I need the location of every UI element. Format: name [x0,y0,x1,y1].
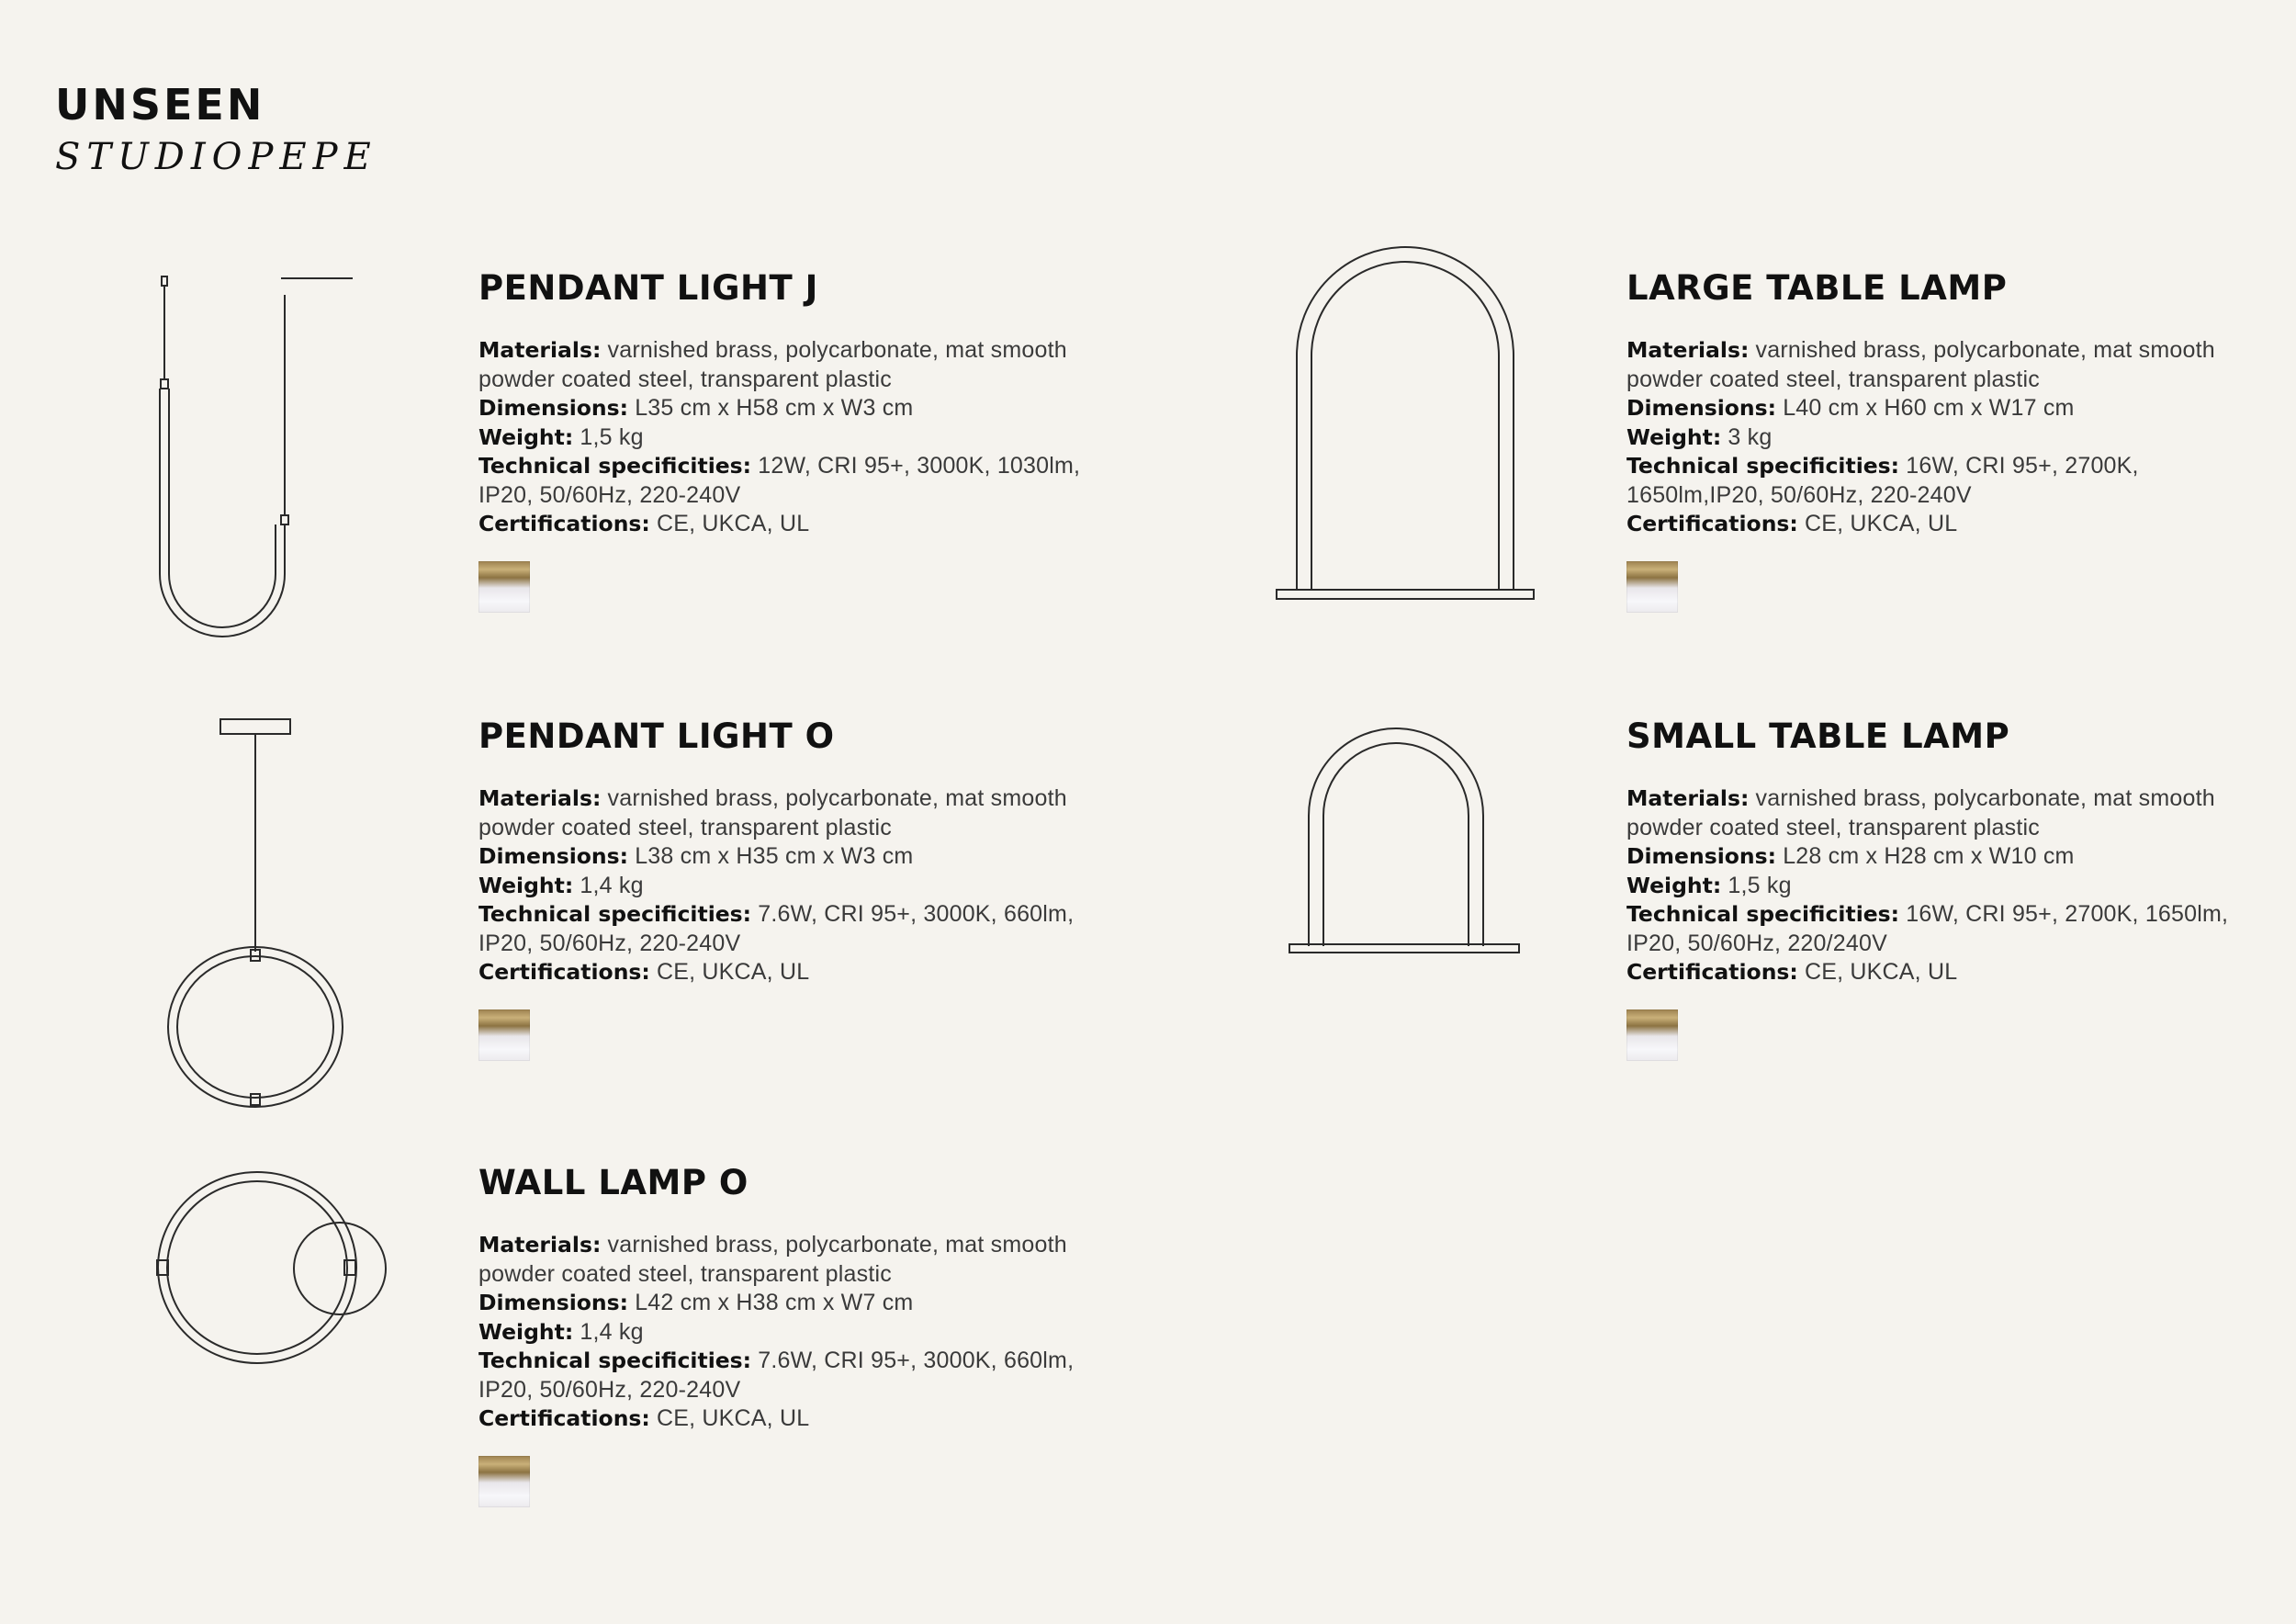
spec-value: 1,4 kg [580,872,644,898]
spec-value: L40 cm x H60 cm x W17 cm [1783,395,2075,421]
spec-value: L38 cm x H35 cm x W3 cm [635,843,914,869]
product-pendant-light-o [478,716,1121,1061]
spec-value: 1,4 kg [580,1318,644,1345]
spec-dimensions [478,394,1121,423]
spec-label: Certifications: [478,511,650,536]
spec-value: varnished brass, polycarbonate, mat smooth powder coated steel, transparent plastic [1626,337,2215,392]
finish-swatch [1626,561,1678,613]
spec-label: Certifications: [1626,511,1798,536]
finish-swatch [478,561,530,613]
spec-label: Materials: [478,337,602,363]
spec-dimensions [478,1289,1121,1318]
spec-technical [478,1347,1121,1404]
spec-value: CE, UKCA, UL [656,511,810,536]
wall-lamp-o-drawing [152,1159,400,1380]
spec-label: Certifications: [1626,959,1798,985]
product-large-table-lamp [1626,268,2269,613]
product-title: SMALL TABLE LAMP [1626,716,2010,756]
spec-value: 3 kg [1728,423,1773,450]
spec-label: Certifications: [478,1405,650,1431]
spec-label: Materials: [478,1232,602,1257]
spec-value: CE, UKCA, UL [1804,511,1958,536]
product-pendant-light-j [478,268,1121,613]
spec-value: 1,5 kg [1728,872,1792,898]
spec-certifications [478,1404,1121,1434]
product-wall-lamp-o [478,1163,1121,1507]
spec-materials [478,1231,1121,1289]
spec-label: Certifications: [478,959,650,985]
spec-weight [1626,423,2269,453]
spec-value: CE, UKCA, UL [656,1405,810,1431]
spec-label: Dimensions: [1626,843,1777,869]
spec-value: L28 cm x H28 cm x W10 cm [1783,843,2075,869]
spec-value: varnished brass, polycarbonate, mat smooth powder coated steel, transparent plastic [478,1232,1067,1287]
spec-value: CE, UKCA, UL [1804,959,1958,985]
spec-label: Technical specificities: [1626,901,1900,927]
spec-materials [478,336,1121,394]
spec-value: 12W, CRI 95+, 3000K, 1030lm, IP20, 50/60Hz, 220-240V [478,453,1081,508]
spec-label: Dimensions: [478,843,629,869]
spec-label: Technical specificities: [478,901,752,927]
spec-dimensions [478,842,1121,872]
spec-weight [478,872,1121,901]
spec-label: Technical specificities: [1626,453,1900,479]
pendant-light-j-drawing [147,271,367,652]
finish-swatch [1626,1009,1678,1061]
spec-value: 16W, CRI 95+, 2700K, 1650lm, IP20, 50/60Hz, 220/240V [1626,901,2229,956]
spec-label: Materials: [478,785,602,811]
product-small-table-lamp [1626,716,2269,1061]
spec-label: Dimensions: [478,395,629,421]
product-title: WALL LAMP O [478,1163,748,1202]
spec-materials [1626,336,2269,394]
spec-value: varnished brass, polycarbonate, mat smooth powder coated steel, transparent plastic [478,337,1067,392]
spec-technical [478,900,1121,958]
spec-technical [1626,900,2269,958]
brand-title: UNSEEN [55,80,265,130]
spec-label: Weight: [1626,872,1722,898]
spec-weight [1626,872,2269,901]
spec-materials [1626,784,2269,842]
spec-label: Materials: [1626,785,1750,811]
spec-value: 16W, CRI 95+, 2700K, 1650lm,IP20, 50/60Hz, 220-240V [1626,453,2139,508]
brand-header [55,81,377,180]
spec-certifications [1626,510,2269,539]
spec-label: Weight: [478,1318,574,1345]
spec-value: varnished brass, polycarbonate, mat smooth powder coated steel, transparent plastic [1626,785,2215,840]
spec-label: Dimensions: [1626,395,1777,421]
spec-label: Dimensions: [478,1290,629,1315]
spec-weight [478,1318,1121,1348]
brand-subtitle: STUDIOPEPE [55,136,377,178]
spec-value: CE, UKCA, UL [656,959,810,985]
spec-materials [478,784,1121,842]
spec-certifications [478,510,1121,539]
spec-label: Technical specificities: [478,1348,752,1373]
spec-certifications [1626,958,2269,987]
spec-dimensions [1626,842,2269,872]
finish-swatch [478,1009,530,1061]
small-table-lamp-drawing [1281,716,1529,964]
spec-value: 7.6W, CRI 95+, 3000K, 660lm, IP20, 50/60Hz, 220-240V [478,1348,1075,1403]
product-title: PENDANT LIGHT O [478,716,835,756]
spec-label: Materials: [1626,337,1750,363]
spec-value: L35 cm x H58 cm x W3 cm [635,395,914,421]
spec-certifications [478,958,1121,987]
spec-weight [478,423,1121,453]
spec-dimensions [1626,394,2269,423]
spec-technical [1626,452,2269,510]
spec-value: 7.6W, CRI 95+, 3000K, 660lm, IP20, 50/60Hz, 220-240V [478,901,1075,956]
spec-label: Technical specificities: [478,453,752,479]
finish-swatch [478,1456,530,1507]
product-title: PENDANT LIGHT J [478,268,818,308]
spec-label: Weight: [1626,423,1722,450]
spec-label: Weight: [478,872,574,898]
spec-value: 1,5 kg [580,423,644,450]
large-table-lamp-drawing [1272,268,1538,608]
pendant-light-o-drawing [156,715,358,1119]
spec-label: Weight: [478,423,574,450]
spec-value: L42 cm x H38 cm x W7 cm [635,1290,914,1315]
product-title: LARGE TABLE LAMP [1626,268,2008,308]
spec-value: varnished brass, polycarbonate, mat smooth powder coated steel, transparent plastic [478,785,1067,840]
spec-technical [478,452,1121,510]
